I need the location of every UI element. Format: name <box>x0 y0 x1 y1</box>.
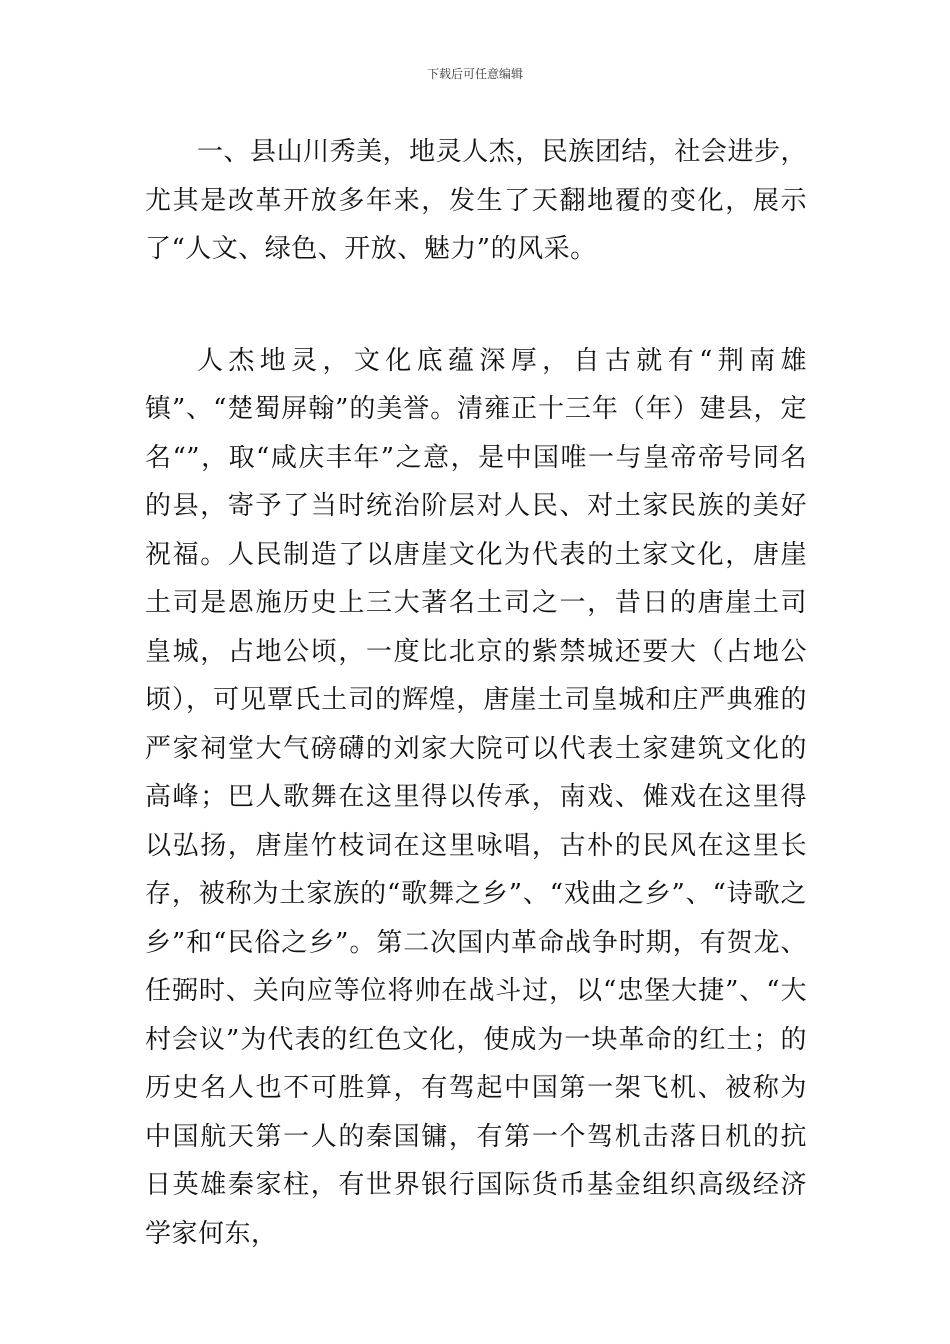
page-header: 下载后可任意编辑 <box>426 67 523 81</box>
paragraph-culture: 人杰地灵，文化底蕴深厚，自古就有“荆南雄镇”、“楚蜀屏翰”的美誉。清雍正十三年（年）建县，定名“”，取“咸庆丰年”之意，是中国唯一与皇帝帝号同名的县，寄予了当时统治阶层对人民、对土家民族的美好祝福。人民制造了以唐崖文化为代表的土家文化，唐崖土司是恩施历史上三大著名土司之一，昔日的唐崖土司皇城，占地公顷，一度比北京的紫禁城还要大（占地公顷），可见覃氏土司的辉煌，唐崖土司皇城和庄严典雅的严家祠堂大气磅礴的刘家大院可以代表土家建筑文化的高峰；巴人歌舞在这里得以传承，南戏、傩戏在这里得以弘扬，唐崖竹枝词在这里咏唱，古朴的民风在这里长存，被称为土家族的“歌舞之乡”、“戏曲之乡”、“诗歌之乡”和“民俗之乡”。第二次国内革命战争时期，有贺龙、任弼时、关向应等位将帅在战斗过，以“忠堡大捷”、“大村会议”为代表的红色文化，使成为一块革命的红土；的历史名人也不可胜算，有驾起中国第一架飞机、被称为中国航天第一人的秦国镛，有第一个驾机击落日机的抗日英雄秦家柱，有世界银行国际货币基金组织高级经济学家何东， <box>145 345 807 1249</box>
document-body <box>145 128 807 1258</box>
paragraph-intro: 一、县山川秀美，地灵人杰，民族团结，社会进步，尤其是改革开放多年来，发生了天翻地覆的变化，展示了“人文、绿色、开放、魅力”的风采。 <box>145 137 807 264</box>
